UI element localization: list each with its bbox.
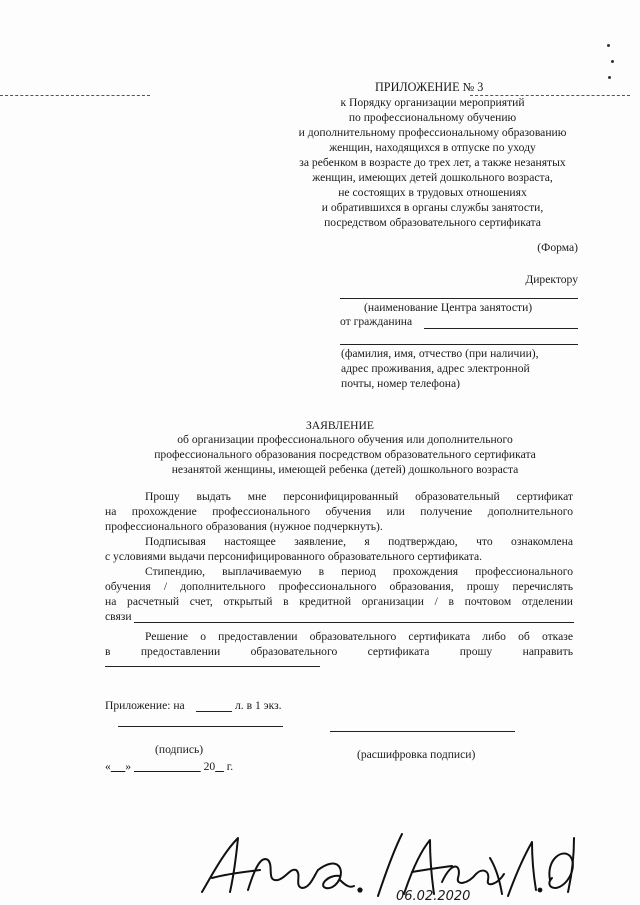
- attachment-pages-line: [196, 711, 232, 712]
- appendix-line: к Порядку организации мероприятий: [340, 96, 525, 109]
- bank-details-line: [134, 622, 574, 623]
- subtitle-line: об организации профессионального обучения или дополнительного: [177, 433, 513, 446]
- person-caption-line: адрес проживания, адрес электронной: [341, 362, 530, 375]
- date-line: [105, 759, 233, 774]
- signature-decoding-line: [330, 731, 515, 732]
- paragraph-4-line: в предоставлении образовательного сертификата прошу направить: [105, 645, 573, 658]
- paragraph-3-line: Стипендию, выплачиваемую в период прохождения профессионального: [145, 565, 573, 578]
- form-label: (Форма): [537, 241, 578, 254]
- person-caption-line: (фамилия, имя, отчество (при наличии),: [341, 347, 539, 360]
- person-caption-line: почты, номер телефона): [341, 377, 460, 390]
- paragraph-3-line: связи: [105, 610, 132, 623]
- scan-speck: [607, 44, 610, 47]
- scan-artifact-line: [0, 95, 150, 96]
- date-year: 20: [203, 760, 216, 773]
- appendix-line: не состоящих в трудовых отношениях: [338, 186, 527, 199]
- handwritten-date: 06.02.2020: [396, 889, 471, 902]
- citizen-name-line: [424, 328, 578, 329]
- appendix-line: и дополнительному профессиональному образованию: [298, 126, 567, 139]
- signature-decoding-caption: (расшифровка подписи): [357, 748, 476, 761]
- appendix-title: ПРИЛОЖЕНИЕ № 3: [375, 80, 484, 94]
- date-suffix: г.: [226, 760, 234, 773]
- appendix-line: посредством образовательного сертификата: [324, 216, 541, 229]
- paragraph-3-line: обучения / дополнительного профессионального образования, прошу перечислять: [105, 580, 573, 593]
- handwritten-signature: [190, 830, 580, 902]
- citizen-extra-line: [340, 344, 578, 345]
- paragraph-3-line: на расчетный счет, открытый в кредитной организации / в почтовом отделении: [105, 595, 573, 608]
- paragraph-2-line: с условиями выдачи персонифицированного образовательного сертификата.: [105, 550, 483, 563]
- statement-title: ЗАЯВЛЕНИЕ: [306, 419, 374, 432]
- person-caption: [341, 346, 539, 391]
- paragraph-1-line: профессионального образования (нужное подчеркнуть).: [105, 520, 383, 533]
- paragraph-2-line: Подписывая настоящее заявление, я подтверждаю, что ознакомлена: [145, 535, 573, 548]
- paragraph-1-line: Прошу выдать мне персонифицированный образовательный сертификат: [145, 490, 573, 503]
- scan-speck: [608, 76, 611, 79]
- paragraph-4-line: Решение о предоставлении образовательного сертификата либо об отказе: [145, 630, 573, 643]
- delivery-method-line: [105, 666, 320, 667]
- date-quote-open: «: [105, 760, 111, 773]
- scan-speck: [611, 60, 614, 63]
- appendix-line: по профессиональному обучению: [348, 111, 517, 124]
- from-citizen-label: от гражданина: [340, 315, 413, 328]
- attachment-suffix: л. в 1 экз.: [235, 699, 282, 712]
- appendix-line: женщин, имеющих детей дошкольного возраста,: [312, 171, 553, 184]
- appendix-line: и обратившихся в органы службы занятости,: [321, 201, 544, 214]
- appendix-line: женщин, находящихся в отпуске по уходу: [329, 141, 536, 154]
- center-name-caption: (наименование Центра занятости): [364, 301, 533, 314]
- attachment-label: Приложение: на: [105, 699, 185, 712]
- statement-subtitle: [105, 432, 585, 477]
- subtitle-line: профессионального образования посредством образовательного сертификата: [154, 448, 536, 461]
- date-quote-close: »: [125, 760, 132, 773]
- paragraph-1-line: на прохождение профессионального обучения или получение дополнительного: [105, 505, 573, 518]
- subtitle-line: незанятой женщины, имеющей ребенка (детей) дошкольного возраста: [171, 463, 519, 476]
- signature-caption: (подпись): [155, 743, 204, 756]
- signature-line: [118, 726, 283, 727]
- center-name-line: [340, 298, 578, 299]
- addressee-director: Директору: [525, 273, 578, 286]
- appendix-line: за ребенком в возрасте до трех лет, а также незанятых: [299, 156, 566, 169]
- appendix-reference: [270, 95, 595, 230]
